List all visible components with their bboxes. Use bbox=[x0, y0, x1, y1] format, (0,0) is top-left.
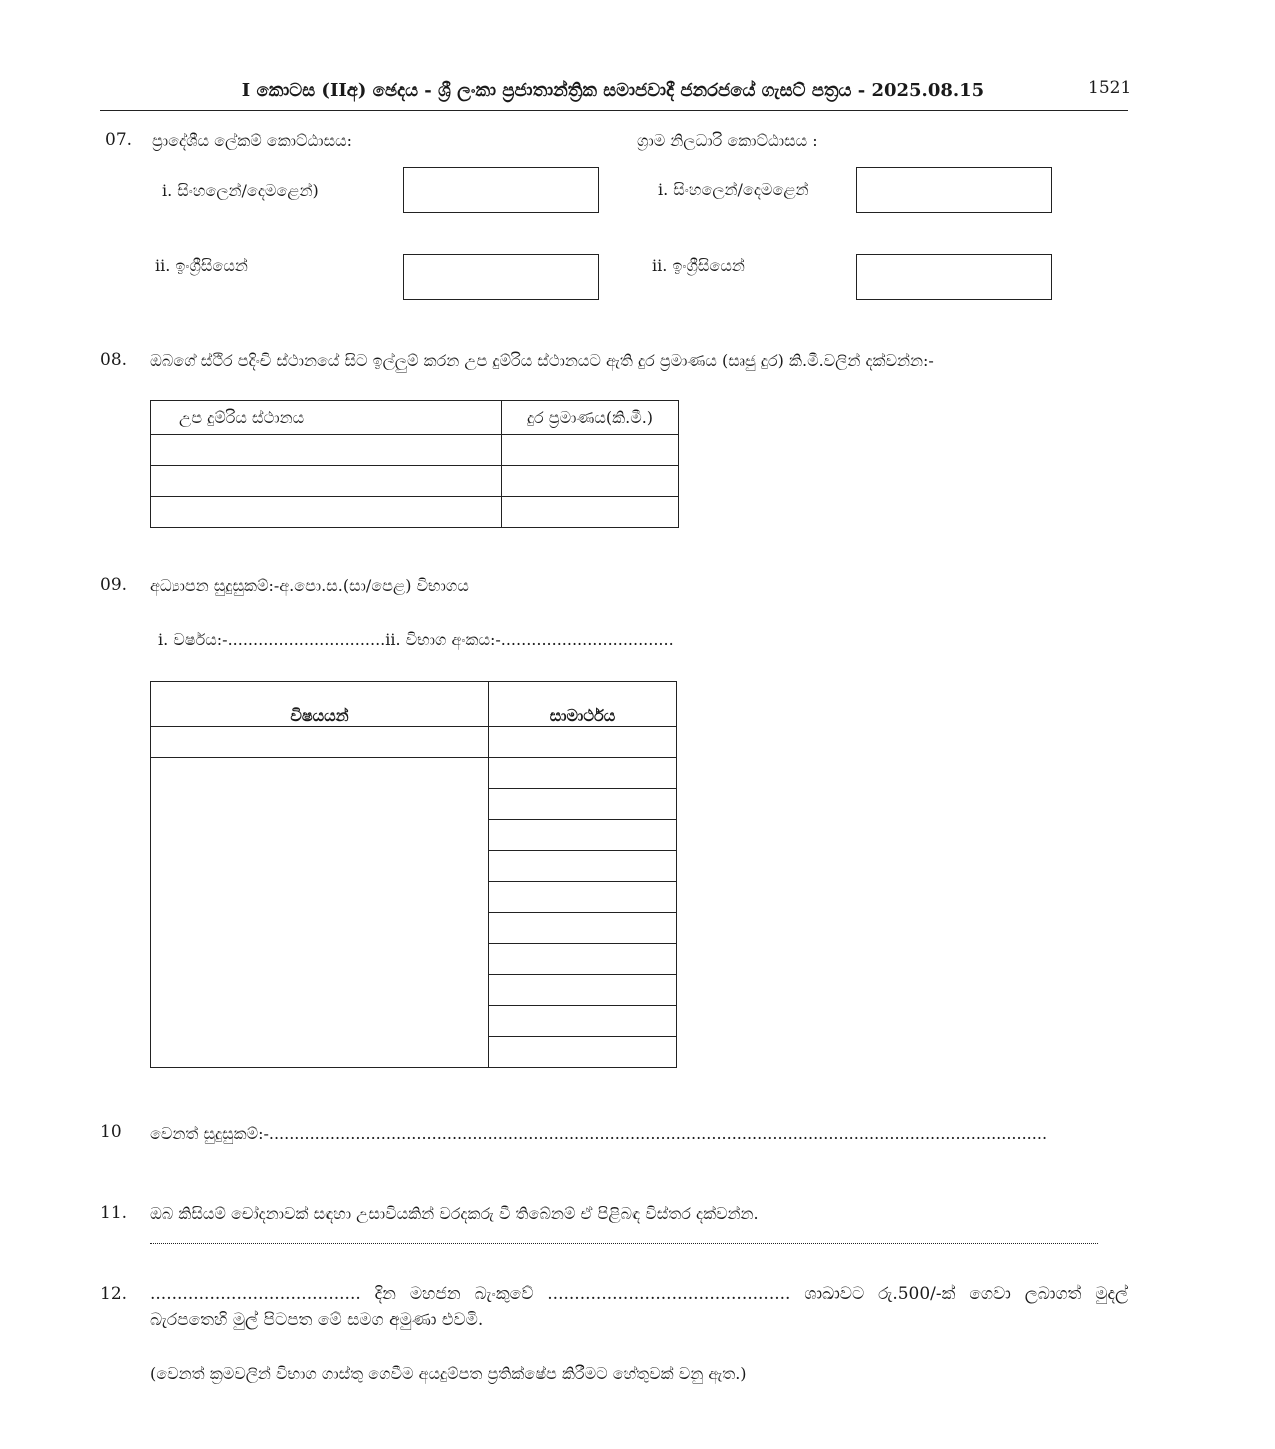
grade-cell[interactable] bbox=[489, 1037, 677, 1068]
subject-cell-merged[interactable] bbox=[151, 758, 489, 1068]
page-number: 1521 bbox=[1088, 78, 1132, 98]
page-header-title: I කොටස (IIඅ) ඡෙදය - ශ්‍රී ලංකා ප්‍රජාතාන්ත්‍රික සමාජවාදී ජනරජයේ ගැසට් පත්‍රය - 2025.08.15 bbox=[241, 80, 985, 101]
ds-english-label: ii. ඉංග්‍රීසියෙන් bbox=[155, 256, 248, 275]
gn-sinhala-tamil-input[interactable] bbox=[856, 167, 1052, 213]
section-07-number: 07. bbox=[105, 130, 133, 150]
grade-cell[interactable] bbox=[489, 975, 677, 1006]
section-08-number: 08. bbox=[100, 350, 128, 370]
distance-cell[interactable] bbox=[502, 435, 679, 466]
distance-header: දුර ප්‍රමාණය(කි.මී.) bbox=[502, 401, 679, 435]
section-12-note: (වෙනත් ක්‍රමවලින් විභාග ගාස්තු ගෙවීම අයදුම්පත ප්‍රතික්ෂේප කිරීමට හේතුවක් වනු ඇත.) bbox=[150, 1364, 747, 1383]
railway-station-header: උප දුම්රිය ස්ථානය bbox=[151, 401, 502, 435]
grade-cell[interactable] bbox=[489, 944, 677, 975]
grade-cell[interactable] bbox=[489, 882, 677, 913]
grades-header: සාමාර්ථය bbox=[489, 682, 677, 727]
grade-cell[interactable] bbox=[489, 820, 677, 851]
header-divider bbox=[100, 110, 1128, 111]
section-09-text: අධ්‍යාපන සුදුසුකම්:-අ.පො.ස.(සා/පෙළ) විභාගය bbox=[150, 576, 469, 595]
grade-cell[interactable] bbox=[489, 789, 677, 820]
subjects-header: විෂයයන් bbox=[151, 682, 489, 727]
grade-cell[interactable] bbox=[489, 758, 677, 789]
ds-sinhala-tamil-label: i. සිංහලෙන්/දෙමළෙන්) bbox=[162, 181, 319, 200]
section-12-text: ....................................... දින මහජන බැංකුවේ ............................................. ශාඛාවට රු.500/-ක් ගෙවා ලබාගත් මුදල් බැරපතෙහි මුල් පිටපත මේ සමග අමුණා එවමි. bbox=[150, 1284, 1128, 1330]
distance-cell[interactable] bbox=[502, 497, 679, 528]
grade-cell[interactable] bbox=[489, 1006, 677, 1037]
ds-sinhala-tamil-input[interactable] bbox=[403, 167, 599, 213]
section-10-number: 10 bbox=[100, 1122, 122, 1142]
convictions-details-line[interactable] bbox=[150, 1243, 1098, 1244]
gn-sinhala-tamil-label: i. සිංහලෙන්/දෙමළෙන් bbox=[658, 180, 809, 199]
grade-cell[interactable] bbox=[489, 727, 677, 758]
subject-cell[interactable] bbox=[151, 727, 489, 758]
grade-cell[interactable] bbox=[489, 913, 677, 944]
section-08-text: ඔබගේ ස්ථිර පදිංචි ස්ථානයේ සිට ඉල්ලුම් කරන උප දුම්රිය ස්ථානයට ඇති දුර ප්‍රමාණය (සෘජු දුර) කි.මී.වලින් දක්වන්න:- bbox=[150, 351, 934, 370]
other-qualifications-line[interactable]: වෙනත් සුදුසුකම්:-......................................................................................................................................................... bbox=[150, 1124, 1048, 1143]
station-cell[interactable] bbox=[151, 466, 502, 497]
station-cell[interactable] bbox=[151, 435, 502, 466]
year-index-line[interactable]: i. වර්ෂය:-...............................ii. විභාග අංකය:-.................................. bbox=[158, 630, 674, 649]
station-cell[interactable] bbox=[151, 497, 502, 528]
gn-english-label: ii. ඉංග්‍රීසියෙන් bbox=[652, 256, 745, 275]
distance-cell[interactable] bbox=[502, 466, 679, 497]
grama-niladhari-heading: ග්‍රාම නිලධාරි කොට්ඨාසය : bbox=[637, 131, 818, 150]
gn-english-input[interactable] bbox=[856, 254, 1052, 300]
section-12-number: 12. bbox=[100, 1284, 128, 1304]
ds-english-input[interactable] bbox=[403, 254, 599, 300]
subjects-table bbox=[150, 681, 677, 1068]
section-11-text: ඔබ කිසියම් චෝදනාවක් සඳහා උසාවියකින් වරදකරු වී තිබේනම් ඒ පිළිබඳ විස්තර දක්වන්න. bbox=[150, 1204, 759, 1223]
railway-distance-table bbox=[150, 400, 679, 528]
section-11-number: 11. bbox=[100, 1203, 128, 1223]
section-09-number: 09. bbox=[100, 575, 128, 595]
divisional-secretariat-heading: ප්‍රාදේශීය ලේකම් කොට්ඨාසය: bbox=[152, 131, 352, 150]
grade-cell[interactable] bbox=[489, 851, 677, 882]
